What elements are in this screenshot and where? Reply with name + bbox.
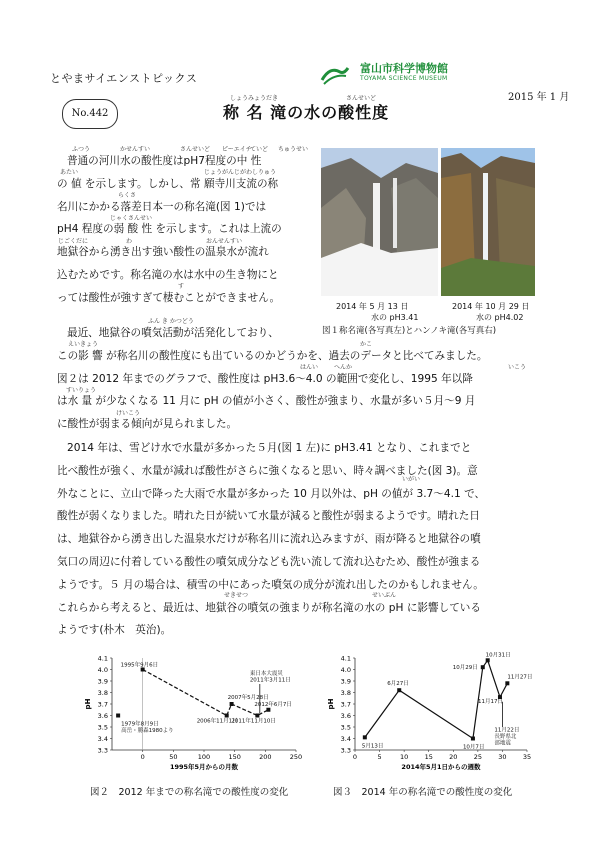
x-tick-label: 100 (197, 753, 211, 761)
issue-date: 2015 年 1 月 (508, 92, 570, 103)
furigana: じごくだに (58, 238, 89, 245)
data-point (266, 708, 270, 712)
museum-logo-icon (320, 62, 350, 86)
y-tick-label: 3.4 (340, 735, 351, 743)
data-label: 11月17日 (477, 699, 503, 706)
text-line: っては酸性が強すぎて棲むことができません。 (57, 291, 281, 304)
data-point (363, 735, 367, 739)
furigana: すいりょう (66, 387, 97, 394)
furigana: す (178, 283, 185, 290)
text-line: 気口の周辺に付着している酸性の噴気成分なども洗い流して流れ込むため、酸性が強まる (57, 555, 481, 568)
data-label: 2006年11月1日 (196, 718, 238, 725)
y-tick-label: 3.4 (97, 735, 108, 743)
photo-october (441, 148, 535, 296)
data-label: 2007年5月28日 (227, 695, 269, 701)
text-line: ようです(朴木 英治)。 (57, 624, 172, 637)
photo-left-ph: 水の pH3.41 (371, 313, 419, 322)
y-tick-label: 4.0 (97, 666, 108, 674)
photo-may (321, 148, 438, 296)
text-line: pH4 程度の弱 酸 性 を示します。これは上流の (57, 223, 282, 236)
furigana: いこう (508, 364, 527, 371)
photo-right-date: 2014 年 10 月 29 日 (452, 302, 530, 311)
paragraph-2014 (57, 437, 485, 642)
y-tick-label: 3.5 (340, 723, 351, 732)
paragraph-recent (57, 322, 487, 436)
data-point (225, 714, 229, 718)
y-tick-label: 3.7 (340, 700, 351, 709)
x-axis-label: 2014年5月1日からの週数 (401, 763, 481, 771)
text-line: は、地獄谷から湧き出した温泉水だけが称名川に流れ込みますが、雨が降ると地獄谷の噴 (57, 533, 481, 546)
furigana: さんせいど (180, 146, 211, 153)
text-line: これらから考えると、最近は、地獄谷の噴気の強まりが称名滝の水の pH に影響している (57, 601, 481, 614)
furigana: いがい (402, 476, 421, 483)
series-name: とやまサイエンストピックス (50, 72, 198, 85)
x-tick-label: 20 (449, 753, 458, 761)
furigana: せきせつ (224, 592, 249, 599)
text-line: 酸性が弱くなりました。晴れた日が続いて水量が減ると酸性が弱まるようです。晴れた日 (57, 510, 480, 523)
furigana: わ (126, 238, 133, 245)
furigana: かせんすい (120, 146, 151, 153)
text-line: 図２は 2012 年までのグラフで、酸性度は pH3.6～4.0 の範囲で変化し、1995 年以降 (57, 372, 473, 385)
y-tick-label: 3.6 (97, 712, 108, 720)
data-point (481, 665, 485, 669)
y-tick-label: 4.0 (340, 666, 351, 674)
x-tick-label: 50 (169, 753, 178, 761)
museum-name-jp: 富山市科学博物館 (360, 62, 448, 75)
x-axis-label: 1995年5月からの月数 (169, 763, 239, 771)
furigana: はんい (300, 364, 319, 371)
figure3-chart (325, 652, 535, 772)
figure2-chart (82, 652, 304, 772)
y-tick-label: 4.1 (97, 654, 108, 663)
furigana: ていど (250, 146, 269, 153)
text-line: 名川にかかる落差日本一の称名滝(図 1)では (57, 200, 267, 213)
text-line: 外なことに、立山で降った大雨で水量が多かった 10 月以外は、pH の値が 3.7～4.1 で、 (57, 487, 486, 500)
y-tick-label: 3.9 (340, 677, 351, 686)
furigana: らくさ (118, 192, 137, 199)
furigana: じゃくさんせい (110, 215, 153, 222)
x-tick-label: 0 (352, 753, 358, 761)
figure3-caption: 図３ 2014 年の称名滝での酸性度の変化 (333, 787, 513, 798)
furigana: じょうがんじがわしりゅう (204, 169, 277, 176)
y-tick-label: 4.1 (340, 654, 351, 663)
data-point (505, 681, 509, 685)
x-tick-label: 10 (400, 753, 409, 761)
x-tick-label: 35 (522, 753, 532, 761)
text-line: 比べ酸性が強く、水量が減れば酸性がさらに強くなると思い、時々調べました(図 3)。意 (57, 464, 478, 477)
data-label: 2011年11月10日 (231, 718, 276, 725)
furigana: ふつう (72, 146, 91, 153)
y-tick-label: 3.3 (97, 746, 108, 755)
x-tick-label: 250 (289, 753, 303, 761)
photo-right-ph: 水の pH4.02 (476, 313, 524, 322)
annotation-text: 11月22日長野県北部地震 (494, 727, 520, 747)
text-line: ようです。５ 月の場合は、積雪の中にあった噴気の成分が流れ出したのかもしれません。 (57, 578, 484, 591)
page-title: 称 名 滝の水の酸性度 (223, 103, 390, 122)
data-label: 5月13日 (361, 743, 384, 750)
data-point (397, 688, 401, 692)
data-point (230, 702, 234, 706)
furigana: ふん き かつどう (148, 318, 194, 325)
x-tick-label: 30 (498, 753, 507, 761)
data-point (471, 737, 475, 741)
museum-logo (320, 60, 460, 90)
photo-left-date: 2014 年 5 月 13 日 (336, 302, 409, 311)
title-ruby: しょうみょうだき (230, 95, 279, 102)
text-line: この影 響 が称名川の酸性度にも出ているのかどうかを、過去のデータと比べてみました。 (57, 349, 488, 362)
x-tick-label: 15 (424, 753, 433, 761)
text-line: の 値 を示します。しかし、常 願寺川支流の称 (57, 177, 279, 190)
x-tick-label: 200 (259, 753, 272, 761)
text-line: 最近、地獄谷の噴気活動が活発化しており、 (67, 327, 279, 339)
x-tick-label: 5 (377, 753, 382, 761)
title-ruby: さんせいど (346, 95, 377, 102)
figure2-caption: 図２ 2012 年までの称名滝での酸性度の変化 (90, 787, 289, 798)
y-tick-label: 3.3 (340, 746, 351, 755)
data-label: 6月27日 (387, 681, 409, 688)
furigana: ちゅうせい (278, 146, 309, 153)
furigana: せいぶん (372, 592, 397, 599)
y-tick-label: 3.9 (97, 677, 108, 686)
issue-number: No.442 (62, 99, 118, 129)
data-point (486, 658, 490, 662)
data-point (116, 714, 120, 718)
furigana: ピーエイチ (222, 146, 252, 153)
x-tick-label: 0 (140, 753, 145, 761)
y-axis-label: pH (84, 698, 92, 710)
y-tick-label: 3.8 (340, 689, 351, 697)
text-line: 2014 年は、雪どけ水で水量が多かった５月(図 1 左)に pH3.41 となり、これまでと (67, 442, 472, 454)
furigana: おんせんすい (206, 238, 243, 245)
data-label: 1995年9月6日 (120, 662, 159, 669)
figure1-caption: 図１称名滝(各写真左)とハンノキ滝(各写真右) (322, 326, 497, 336)
annotation-text: 東日本大震災 2011年3月11日 (249, 671, 291, 684)
data-label: 11月27日 (507, 674, 533, 681)
y-tick-label: 3.7 (97, 700, 108, 709)
text-line: 地獄谷から湧き出す強い酸性の温泉水が流れ (57, 246, 269, 259)
text-line: は水 量 が少なくなる 11 月に pH の値が小さく、酸性が強まり、水量が多い５月～9 月 (57, 395, 476, 408)
waterfall-photo-may (321, 148, 438, 296)
furigana: かこ (360, 341, 373, 348)
furigana: あたい (60, 169, 79, 176)
furigana: へんか (334, 364, 353, 371)
data-label: 10月29日 (452, 665, 478, 672)
text-line: 普通の河川水の酸性度はpH7程度の中 性 (67, 155, 262, 167)
text-line: に酸性が弱まる傾向が見られました。 (57, 418, 238, 431)
furigana: けいこう (116, 410, 141, 417)
data-label: 10月31日 (485, 652, 511, 659)
museum-name-en: TOYAMA SCIENCE MUSEUM (360, 75, 448, 82)
waterfall-photo-october (441, 148, 535, 296)
y-tick-label: 3.6 (340, 712, 351, 720)
y-axis-label: pH (327, 698, 335, 710)
data-point (255, 714, 259, 718)
furigana: えいきょう (68, 341, 99, 348)
paragraph-intro (57, 150, 282, 310)
data-label: 10月7日 (462, 744, 485, 751)
text-line: 込むためです。称名滝の水は水中の生き物にと (57, 268, 279, 281)
data-label: 2012年6月7日 (254, 701, 292, 708)
y-tick-label: 3.8 (97, 689, 108, 697)
x-tick-label: 150 (228, 753, 241, 761)
data-label: 1979年8月9日高岳・勝森1980より (121, 721, 174, 734)
y-tick-label: 3.5 (97, 723, 108, 732)
x-tick-label: 25 (473, 753, 482, 761)
